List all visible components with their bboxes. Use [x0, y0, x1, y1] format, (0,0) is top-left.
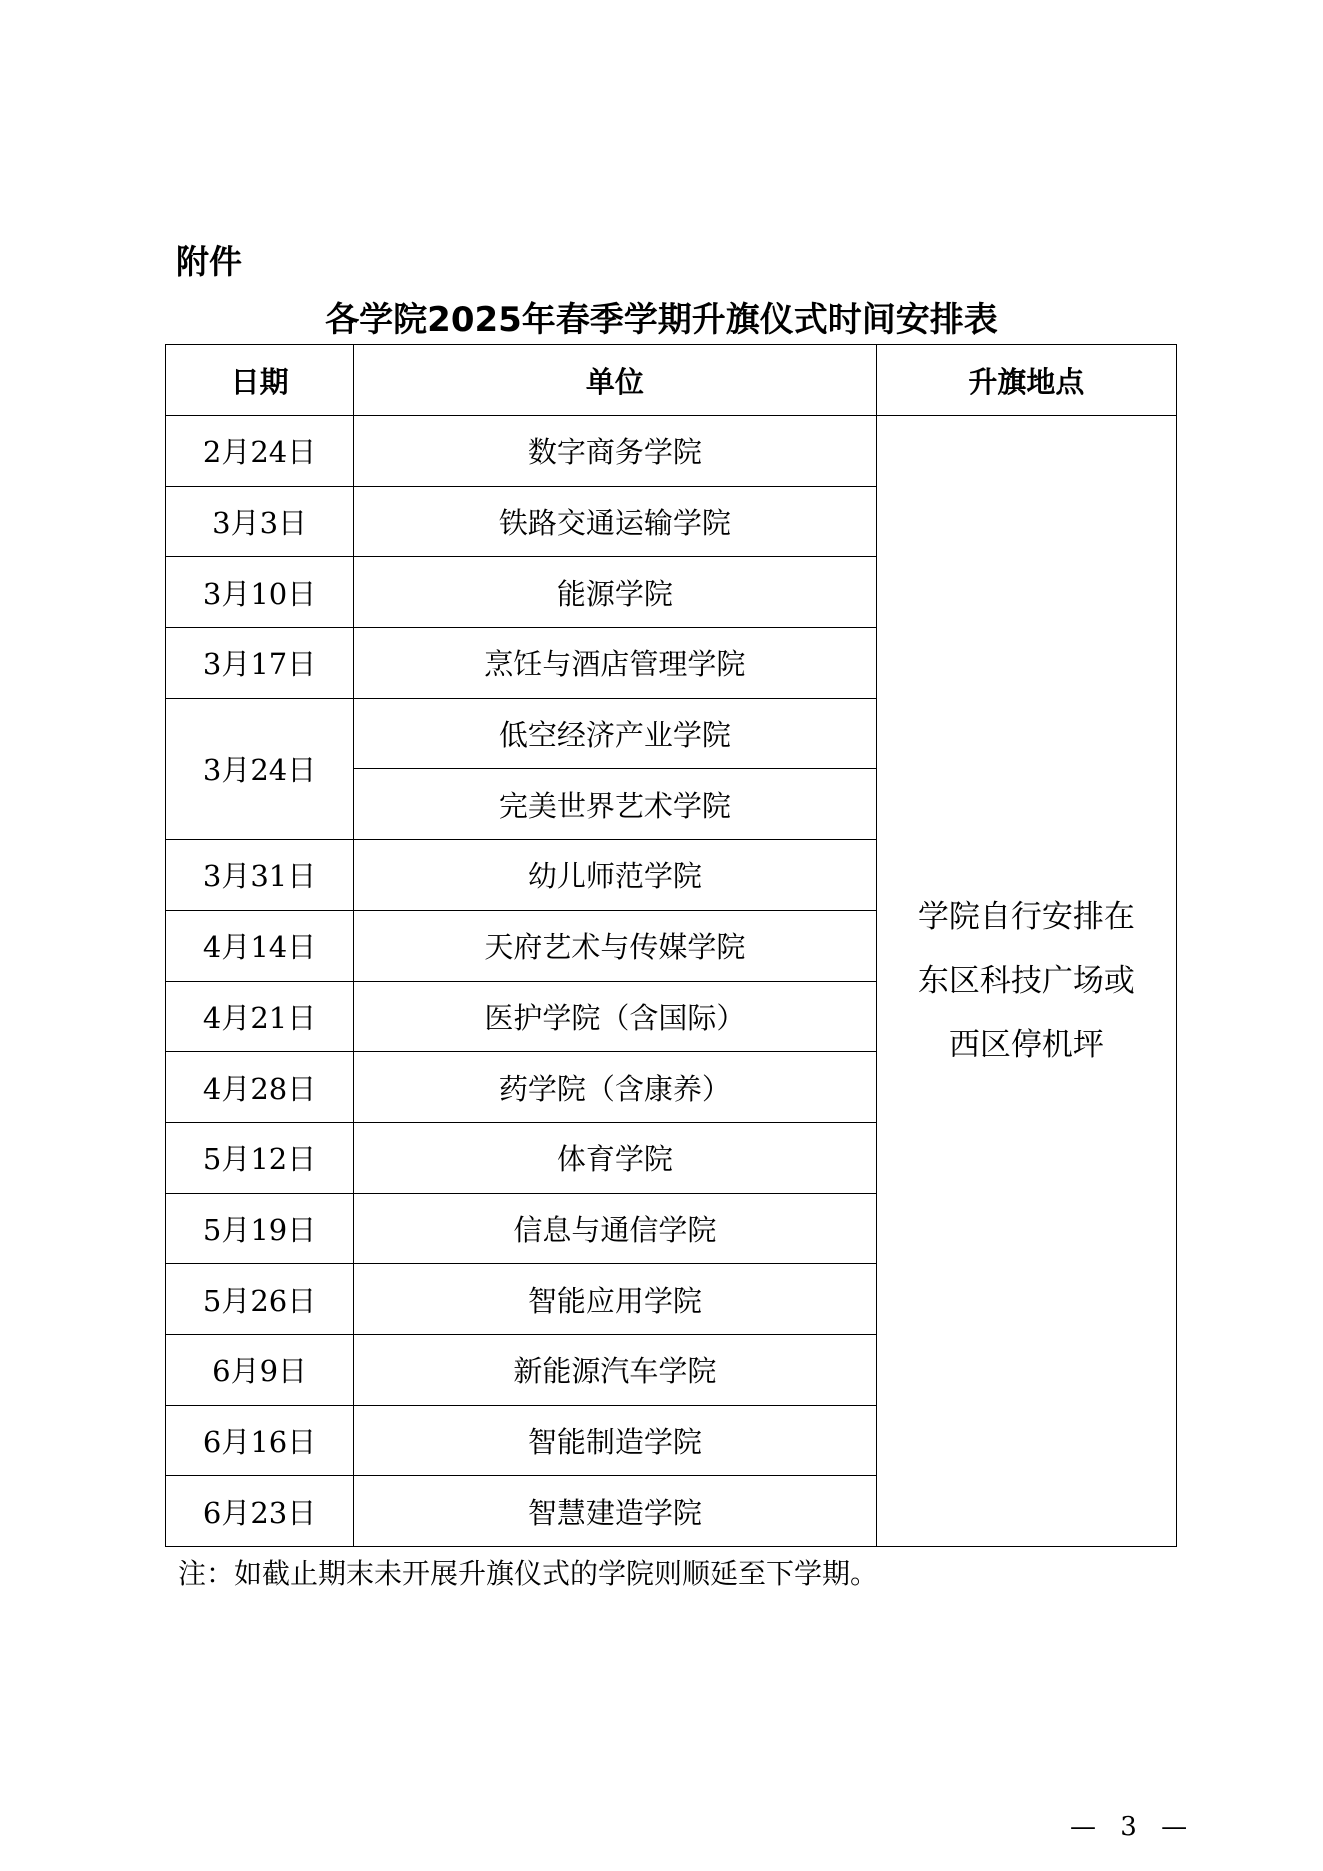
- unit-cell: 新能源汽车学院: [354, 1334, 877, 1405]
- unit-cell: 信息与通信学院: [354, 1193, 877, 1264]
- unit-cell: 智能应用学院: [354, 1264, 877, 1335]
- header-date: 日期: [166, 345, 354, 416]
- unit-cell: 完美世界艺术学院: [354, 769, 877, 840]
- date-cell: 5月12日: [166, 1122, 354, 1193]
- date-cell: 6月23日: [166, 1476, 354, 1547]
- date-cell: 4月14日: [166, 910, 354, 981]
- unit-cell: 医护学院（含国际）: [354, 981, 877, 1052]
- place-cell: [876, 416, 1176, 1547]
- date-cell: 5月26日: [166, 1264, 354, 1335]
- date-cell: 3月24日: [166, 698, 354, 839]
- unit-cell: 智能制造学院: [354, 1405, 877, 1476]
- place-line: 西区停机坪: [948, 1027, 1104, 1063]
- date-cell: 4月28日: [166, 1052, 354, 1123]
- date-cell: 4月21日: [166, 981, 354, 1052]
- place-line: 学院自行安排在: [917, 899, 1135, 935]
- date-cell: 2月24日: [166, 416, 354, 487]
- table-row: [166, 416, 1177, 487]
- date-cell: 3月17日: [166, 628, 354, 699]
- footnote: 注：如截止期末未开展升旗仪式的学院则顺延至下学期。: [178, 1557, 879, 1590]
- date-cell: 3月3日: [166, 486, 354, 557]
- unit-cell: 能源学院: [354, 557, 877, 628]
- schedule-table: [165, 344, 1177, 1547]
- date-cell: 3月10日: [166, 557, 354, 628]
- unit-cell: 天府艺术与传媒学院: [354, 910, 877, 981]
- unit-cell: 铁路交通运输学院: [354, 486, 877, 557]
- unit-cell: 幼儿师范学院: [354, 840, 877, 911]
- document-title: 各学院2025年春季学期升旗仪式时间安排表: [325, 300, 998, 340]
- unit-cell: 低空经济产业学院: [354, 698, 877, 769]
- date-cell: 6月16日: [166, 1405, 354, 1476]
- date-cell: 6月9日: [166, 1334, 354, 1405]
- date-cell: 5月19日: [166, 1193, 354, 1264]
- header-unit: 单位: [354, 345, 877, 416]
- page-number: — 3 —: [1070, 1812, 1196, 1842]
- header-place: 升旗地点: [876, 345, 1176, 416]
- table-header-row: [166, 345, 1177, 416]
- date-cell: 3月31日: [166, 840, 354, 911]
- place-line: 东区科技广场或: [917, 963, 1135, 999]
- attachment-label: 附件: [176, 242, 242, 281]
- unit-cell: 药学院（含康养）: [354, 1052, 877, 1123]
- unit-cell: 体育学院: [354, 1122, 877, 1193]
- unit-cell: 数字商务学院: [354, 416, 877, 487]
- unit-cell: 烹饪与酒店管理学院: [354, 628, 877, 699]
- unit-cell: 智慧建造学院: [354, 1476, 877, 1547]
